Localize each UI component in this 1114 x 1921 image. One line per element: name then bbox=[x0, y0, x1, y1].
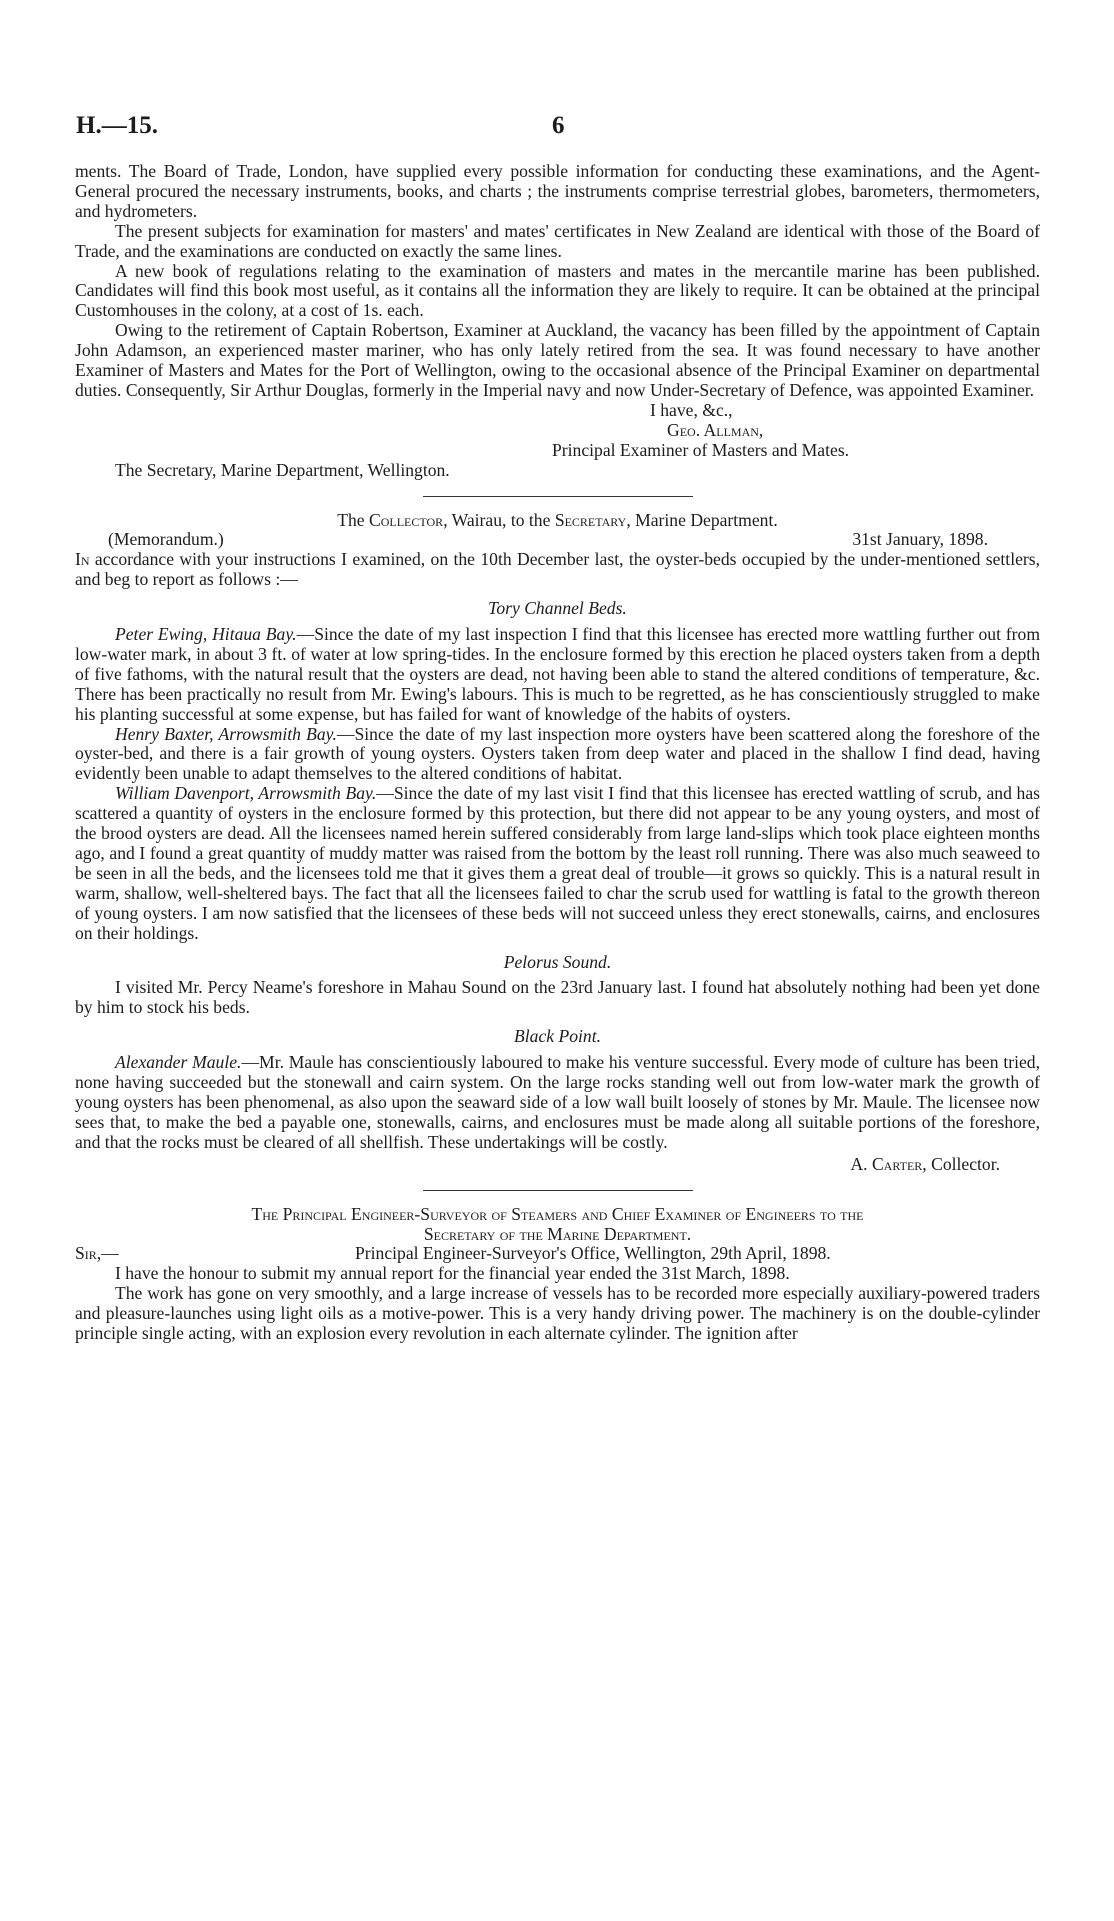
signature-name: Geo. Allman, bbox=[667, 419, 764, 440]
letter-addressee: The Secretary, Marine Department, Wellington. bbox=[115, 459, 450, 480]
memo-heading bbox=[75, 511, 1040, 531]
paragraph: ments. The Board of Trade, London, have supplied every possible information for conducting these examinations, and the Agent-General procured the necessary instruments, books, and charts ; the instruments comprise terrestrial globes, barometers, thermometers, and hydrometers. bbox=[75, 161, 1040, 221]
paragraph: The present subjects for examination for masters' and mates' certificates in New Zealand are identical with those of the Board of Trade, and the examinations are conducted on exactly the same lines. bbox=[75, 220, 1040, 261]
memo-heading-pre: The bbox=[337, 509, 369, 530]
section-heading: Black Point. bbox=[514, 1026, 601, 1047]
letter-address-row bbox=[75, 1244, 1040, 1264]
salutation: Sir,— bbox=[75, 1243, 119, 1264]
licensee-name: Henry Baxter, Arrowsmith Bay. bbox=[115, 723, 337, 744]
letter-heading-line: The Principal Engineer-Surveyor of Steamers and Chief Examiner of Engineers to the bbox=[251, 1203, 864, 1224]
licensee-name: Alexander Maule. bbox=[115, 1052, 242, 1073]
licensee-name: Peter Ewing, Hitaua Bay. bbox=[115, 624, 297, 645]
paragraph bbox=[75, 625, 1040, 725]
memo-date: 31st January, 1898. bbox=[852, 529, 988, 550]
memo-signature bbox=[75, 1155, 1040, 1175]
document-body bbox=[75, 162, 1040, 1344]
letter-closing: I have, &c., bbox=[650, 399, 733, 420]
licensee-report: —Since the date of my last visit I find that this licensee has erected wattling of scrub, and has scattered a quantity of oysters in the enclosure formed by this protection, but there did not appear to be any young oysters, and most of the brood oysters are dead. All the licensees named herein suffered considerably from large land-slips which took place eighteen months ago, and I found a great quantity of muddy matter was raised from the bottom by the least roll running. There was also much seaweed to be seen in all the beds, and the licensees told me that it gives them a great deal of trouble—it grows so quickly. This is a natural result in warm, shallow, well-sheltered bays. The fact that all the licensees failed to char the scrub used for wattling is fatal to the growth thereon of young oysters. I am now satisfied that the licensees of these beds will not succeed unless they erect stonewalls, cairns, and enclosures on their holdings. bbox=[75, 783, 1040, 943]
memo-heading-from: Collector bbox=[369, 509, 444, 530]
paragraph: Owing to the retirement of Captain Robertson, Examiner at Auckland, the vacancy has been filled by the appointment of Captain John Adamson, an experienced master mariner, who has only lately retired from the sea. It was found necessary to have another Examiner of Masters and Mates for the Port of Wellington, owing to the occasional absence of the Principal Examiner on departmental duties. Consequently, Sir Arthur Douglas, formerly in the Imperial navy and now Under-Secretary of Defence, was appointed Examiner. bbox=[75, 320, 1040, 400]
section-heading: Tory Channel Beds. bbox=[488, 598, 627, 619]
paragraph bbox=[75, 1053, 1040, 1153]
licensee-name: William Davenport, Arrowsmith Bay. bbox=[115, 783, 377, 804]
memo-heading-post: , Marine Department. bbox=[626, 509, 778, 530]
memo-heading-to: Secretary bbox=[554, 509, 627, 530]
section-divider bbox=[423, 496, 693, 497]
licensee-report: —Since the date of my last inspection I find that this licensee has erected more wattling further out from low-water mark, in about 3 ft. of water at low spring-tides. In the enclosure formed by this erection he placed oysters taken from a depth of five fathoms, with the natural result that the oysters are dead, not having been able to stand the altered conditions of temperature, &c. There has been practically no result from Mr. Ewing's labours. This is much to be regretted, as he has conscientiously struggled to make his planting successful at some expense, but has failed for want of knowledge of the habits of oysters. bbox=[75, 624, 1040, 724]
section-divider bbox=[423, 1190, 693, 1191]
memo-intro bbox=[75, 550, 1040, 590]
paragraph: I have the honour to submit my annual report for the financial year ended the 31st March, 1898. bbox=[115, 1263, 790, 1284]
memo-label: (Memorandum.) bbox=[108, 529, 224, 550]
section-heading: Pelorus Sound. bbox=[503, 951, 612, 972]
licensee-report: —Mr. Maule has conscientiously laboured to make his venture successful. Every mode of culture has been tried, none having succeeded but the stonewall and cairn system. On the large rocks standing well out from low-water mark the growth of young oysters has been phenomenal, as also upon the seaward side of a low wall built loosely of stones by Mr. Maule. The licensee now sees that, to make the bed a payable one, stonewalls, cairns, and enclosures must be made along all suitable portions of the foreshore, and that the rocks must be cleared of all shellfish. These undertakings will be costly. bbox=[75, 1052, 1040, 1152]
signature-title: Principal Examiner of Masters and Mates. bbox=[552, 439, 850, 460]
memo-label-row bbox=[75, 530, 1040, 550]
paragraph bbox=[75, 784, 1040, 943]
paragraph: A new book of regulations relating to the examination of masters and mates in the mercantile marine has been published. Candidates will find this book most useful, as it contains all the information they are likely to require. It can be obtained at the principal Customhouses in the colony, at a cost of 1s. each. bbox=[75, 260, 1040, 321]
licensee-report: —Since the date of my last inspection more oysters have been scattered along the foreshore of the oyster-bed, and there is a fair growth of young oysters. Oysters taken from deep water and placed in the shallow I find dead, having evidently been unable to adapt themselves to the altered conditions of habitat. bbox=[75, 723, 1040, 784]
paragraph: The work has gone on very smoothly, and a large increase of vessels has to be recorded more especially auxiliary-powered traders and pleasure-launches using light oils as a motive-power. This is a very handy driving power. The machinery is on the double-cylinder principle single acting, with an explosion every revolution in each alternate cylinder. The ignition after bbox=[75, 1283, 1040, 1344]
paragraph bbox=[75, 725, 1040, 785]
signature-title: , Collector. bbox=[922, 1153, 1000, 1174]
page-number: 6 bbox=[552, 112, 565, 139]
address-date: Principal Engineer-Surveyor's Office, Wellington, 29th April, 1898. bbox=[355, 1243, 831, 1264]
paragraph: I visited Mr. Percy Neame's foreshore in Mahau Sound on the 23rd January last. I found hat absolutely nothing had been yet done by him to stock his beds. bbox=[75, 977, 1040, 1018]
letter-heading-line: Secretary of the Marine Department. bbox=[423, 1223, 692, 1244]
memo-heading-mid: , Wairau, to the bbox=[443, 509, 555, 530]
signature-name: A. Carter bbox=[850, 1153, 923, 1174]
memo-intro-first: In bbox=[75, 549, 90, 570]
memo-intro-rest: accordance with your instructions I examined, on the 10th December last, the oyster-beds occupied by the under-mentioned settlers, and beg to report as follows :— bbox=[75, 549, 1040, 590]
document-reference: H.—15. bbox=[76, 112, 158, 139]
